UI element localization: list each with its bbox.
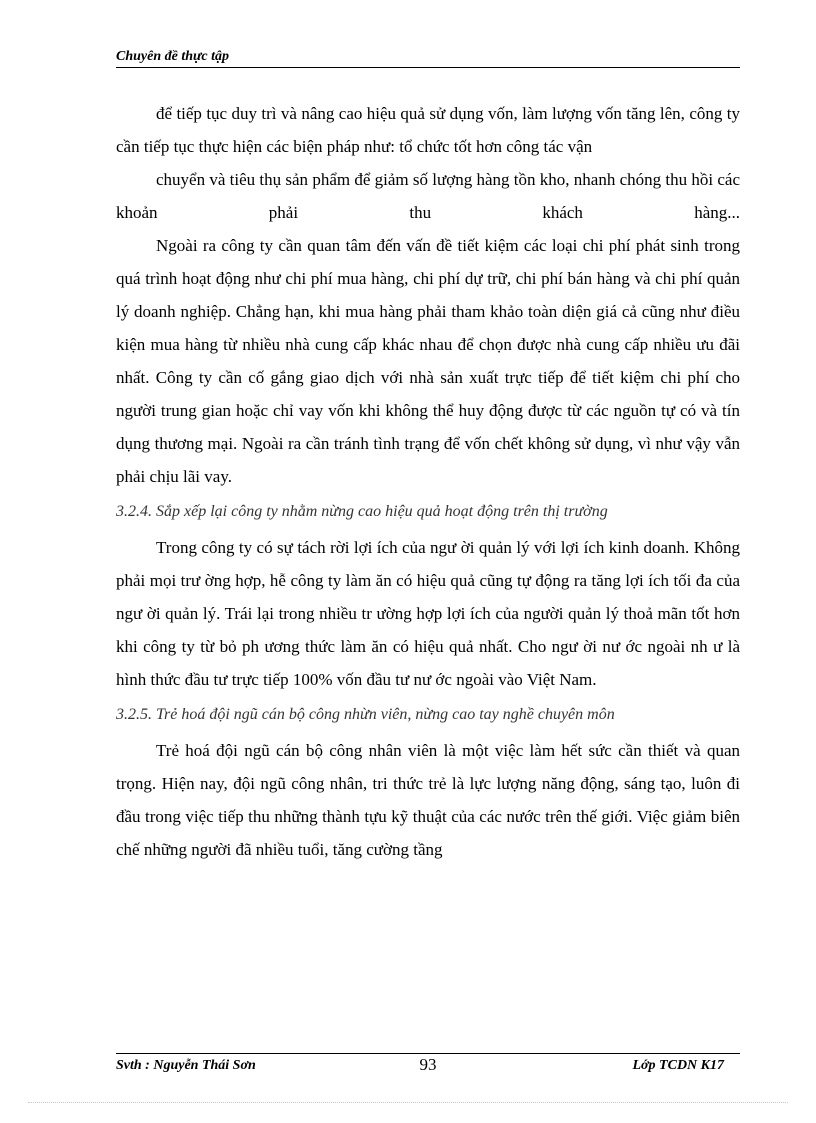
footer-class: Lớp TCDN K17 xyxy=(632,1058,724,1073)
header-title: Chuyên đề thực tập xyxy=(116,49,230,64)
section-heading-3-2-4: 3.2.4. Sắp xếp lại công ty nhằm nừng cao hiệu quả hoạt động trên thị trường xyxy=(116,503,608,520)
paragraph-4: Trong công ty có sự tách rời lợi ích của ngư ời quản lý với lợi ích kinh doanh. Không phải mọi trư ờng hợp, hễ công ty làm ăn có hiệu quả cũng tự động ra tăng lợi ích tối đa của ngư ời quản lý. Trái lại trong nhiều tr ường hợp lợi ích của người quản lý thoả mãn tốt hơn khi công ty từ bỏ ph ương thức làm ăn có hiệu quả nhất. Cho ngư ời nư ớc ngoài nh ư là hình thức đầu tư trực tiếp 100% vốn đầu tư nư ớc ngoài vào Việt Nam. xyxy=(116,538,740,689)
paragraph-2: chuyển và tiêu thụ sản phẩm để giảm số lượng hàng tồn kho, nhanh chóng thu hồi các khoản phải thu khách hàng... xyxy=(116,170,740,222)
page-bottom-dotted-rule xyxy=(28,1102,788,1103)
page-header xyxy=(116,49,740,68)
paragraph-3: Ngoài ra công ty cần quan tâm đến vấn đề tiết kiệm các loại chi phí phát sinh trong quá trình hoạt động như chi phí mua hàng, chi phí dự trữ, chi phí bán hàng và chi phí quản lý doanh nghiệp. Chẳng hạn, khi mua hàng phải tham khảo toàn diện giá cả cũng như điều kiện mua hàng từ nhiều nhà cung cấp khác nhau để chọn được nhà cung cấp nhiều ưu đãi nhất. Công ty cần cố gắng giao dịch với nhà sản xuất trực tiếp để tiết kiệm chi phí cho người trung gian hoặc chỉ vay vốn khi không thể huy động được từ các nguồn tự có và tín dụng thương mại. Ngoài ra cần tránh tình trạng để vốn chết không sử dụng, vì như vậy vẫn phải chịu lãi vay. xyxy=(116,236,740,486)
footer-page-number: 93 xyxy=(419,1055,437,1074)
page-footer xyxy=(116,1053,740,1080)
section-heading-3-2-5: 3.2.5. Trẻ hoá đội ngũ cán bộ công nhừn viên, nừng cao tay nghề chuyên môn xyxy=(116,706,615,723)
document-body xyxy=(116,97,740,866)
paragraph-5: Trẻ hoá đội ngũ cán bộ công nhân viên là một việc làm hết sức cần thiết và quan trọng. Hiện nay, đội ngũ công nhân, tri thức trẻ là lực lượng năng động, sáng tạo, luôn đi đầu trong việc tiếp thu những thành tựu kỹ thuật của các nước trên thế giới. Việc giảm biên chế những người đã nhiều tuổi, tăng cường tầng xyxy=(116,741,740,859)
paragraph-1: để tiếp tục duy trì và nâng cao hiệu quả sử dụng vốn, làm lượng vốn tăng lên, công ty cần tiếp tục thực hiện các biện pháp như: tổ chức tốt hơn công tác vận xyxy=(116,104,740,156)
footer-author: Svth : Nguyễn Thái Sơn xyxy=(116,1058,256,1073)
